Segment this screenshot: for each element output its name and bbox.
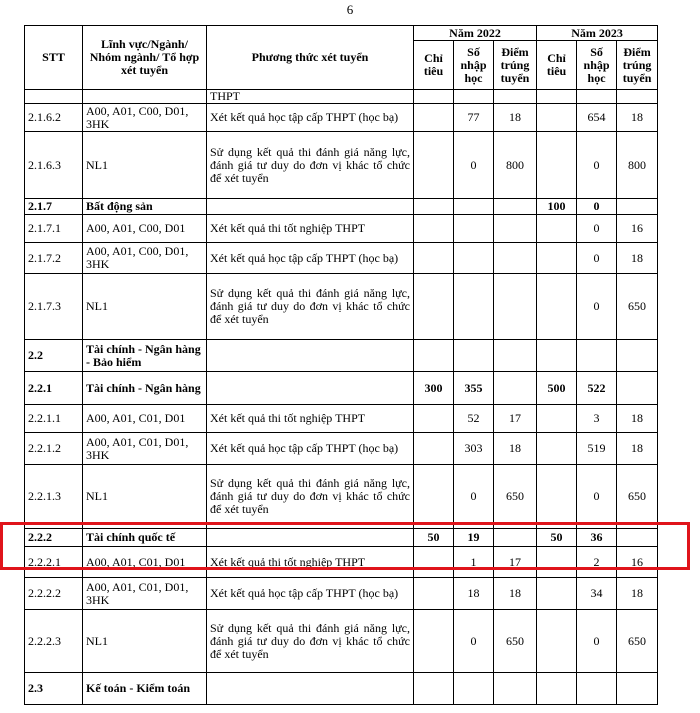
- table-row: [25, 243, 658, 274]
- cell-score-2023: 18: [617, 433, 658, 465]
- cell-score-2023: 800: [617, 132, 658, 199]
- cell-enrolled-2023: 34: [577, 578, 617, 610]
- cell-field: A00, A01, C00, D01: [83, 215, 207, 243]
- cell-quota-2023: [537, 405, 577, 433]
- table-row: [25, 215, 658, 243]
- cell-score-2022: [494, 90, 537, 104]
- cell-quota-2023: [537, 132, 577, 199]
- cell-method: [207, 340, 414, 372]
- cell-stt: 2.2.1.2: [25, 433, 83, 465]
- table-row: [25, 104, 658, 132]
- cell-stt: 2.1.7: [25, 199, 83, 215]
- cell-stt: 2.2.1.3: [25, 465, 83, 529]
- cell-enrolled-2022: 1: [454, 547, 494, 578]
- cell-enrolled-2023: 519: [577, 433, 617, 465]
- cell-enrolled-2023: 0: [577, 243, 617, 274]
- table-row: [25, 199, 658, 215]
- cell-method: Xét kết quả học tập cấp THPT (học bạ): [207, 433, 414, 465]
- cell-field: Bất động sản: [83, 199, 207, 215]
- cell-enrolled-2023: 0: [577, 610, 617, 673]
- table-row: [25, 372, 658, 405]
- header-enrolled-2023: Số nhập học: [577, 41, 617, 90]
- cell-score-2022: [494, 529, 537, 547]
- cell-quota-2023: [537, 243, 577, 274]
- cell-quota-2023: [537, 215, 577, 243]
- cell-stt: 2.1.7.1: [25, 215, 83, 243]
- cell-enrolled-2023: 654: [577, 104, 617, 132]
- cell-stt: 2.3: [25, 673, 83, 705]
- cell-method: Xét kết quả học tập cấp THPT (học bạ): [207, 104, 414, 132]
- cell-field: NL1: [83, 274, 207, 340]
- cell-score-2022: [494, 274, 537, 340]
- cell-field: NL1: [83, 132, 207, 199]
- cell-quota-2022: 50: [414, 529, 454, 547]
- cell-field: Tài chính - Ngân hàng: [83, 372, 207, 405]
- cell-enrolled-2023: 522: [577, 372, 617, 405]
- cell-enrolled-2023: 2: [577, 547, 617, 578]
- cell-score-2023: 16: [617, 215, 658, 243]
- cell-score-2022: 800: [494, 132, 537, 199]
- cell-stt: 2.2: [25, 340, 83, 372]
- cell-field: Tài chính - Ngân hàng - Bảo hiểm: [83, 340, 207, 372]
- cell-quota-2022: [414, 243, 454, 274]
- cell-score-2022: 18: [494, 433, 537, 465]
- cell-stt: [25, 90, 83, 104]
- cell-score-2023: 650: [617, 610, 658, 673]
- cell-method: THPT: [207, 90, 414, 104]
- header-enrolled-2022: Số nhập học: [454, 41, 494, 90]
- cell-quota-2022: 300: [414, 372, 454, 405]
- cell-enrolled-2023: 36: [577, 529, 617, 547]
- cell-stt: 2.2.1: [25, 372, 83, 405]
- cell-score-2023: [617, 340, 658, 372]
- cell-score-2023: [617, 529, 658, 547]
- header-method: Phương thức xét tuyển: [207, 26, 414, 90]
- cell-quota-2022: [414, 104, 454, 132]
- cell-enrolled-2022: [454, 243, 494, 274]
- cell-enrolled-2022: [454, 274, 494, 340]
- cell-field: Kế toán - Kiểm toán: [83, 673, 207, 705]
- cell-quota-2022: [414, 465, 454, 529]
- cell-enrolled-2022: [454, 199, 494, 215]
- cell-quota-2023: [537, 340, 577, 372]
- cell-quota-2022: [414, 673, 454, 705]
- cell-score-2022: 18: [494, 104, 537, 132]
- cell-enrolled-2022: 303: [454, 433, 494, 465]
- cell-quota-2023: [537, 433, 577, 465]
- cell-quota-2023: [537, 274, 577, 340]
- cell-enrolled-2022: 52: [454, 405, 494, 433]
- cell-method: Sử dụng kết quả thi đánh giá năng lực, đánh giá tư duy do đơn vị khác tổ chức để xét tuyển: [207, 610, 414, 673]
- cell-score-2023: [617, 90, 658, 104]
- table-row: [25, 547, 658, 578]
- cell-field: NL1: [83, 465, 207, 529]
- cell-score-2023: [617, 372, 658, 405]
- table-row: [25, 433, 658, 465]
- header-stt: STT: [25, 26, 83, 90]
- cell-method: Sử dụng kết quả thi đánh giá năng lực, đánh giá tư duy do đơn vị khác tổ chức để xét tuyển: [207, 274, 414, 340]
- cell-stt: 2.2.2: [25, 529, 83, 547]
- cell-score-2022: 17: [494, 547, 537, 578]
- cell-method: [207, 199, 414, 215]
- cell-stt: 2.2.2.3: [25, 610, 83, 673]
- cell-field: A00, A01, C00, D01, 3HK: [83, 104, 207, 132]
- header-year-2023: Năm 2023: [537, 26, 658, 41]
- cell-quota-2023: 500: [537, 372, 577, 405]
- table-row: [25, 340, 658, 372]
- cell-enrolled-2023: 0: [577, 215, 617, 243]
- cell-score-2022: 650: [494, 465, 537, 529]
- cell-score-2022: [494, 340, 537, 372]
- table-row: [25, 578, 658, 610]
- cell-score-2022: [494, 673, 537, 705]
- cell-quota-2023: 100: [537, 199, 577, 215]
- cell-quota-2022: [414, 578, 454, 610]
- cell-quota-2023: [537, 90, 577, 104]
- cell-stt: 2.1.6.3: [25, 132, 83, 199]
- cell-enrolled-2022: 77: [454, 104, 494, 132]
- cell-stt: 2.1.7.3: [25, 274, 83, 340]
- cell-method: [207, 529, 414, 547]
- cell-stt: 2.1.7.2: [25, 243, 83, 274]
- cell-enrolled-2022: 355: [454, 372, 494, 405]
- cell-enrolled-2022: 18: [454, 578, 494, 610]
- cell-method: Xét kết quả thi tốt nghiệp THPT: [207, 215, 414, 243]
- cell-method: Xét kết quả học tập cấp THPT (học bạ): [207, 243, 414, 274]
- cell-enrolled-2023: [577, 340, 617, 372]
- cell-field: Tài chính quốc tế: [83, 529, 207, 547]
- page-number: 6: [346, 2, 354, 17]
- table-row: [25, 90, 658, 104]
- cell-quota-2022: [414, 433, 454, 465]
- cell-enrolled-2023: 3: [577, 405, 617, 433]
- cell-quota-2023: [537, 673, 577, 705]
- cell-field: A00, A01, C01, D01, 3HK: [83, 578, 207, 610]
- cell-enrolled-2023: [577, 90, 617, 104]
- cell-enrolled-2023: 0: [577, 274, 617, 340]
- table-row: [25, 405, 658, 433]
- cell-score-2023: 650: [617, 274, 658, 340]
- cell-score-2023: 18: [617, 578, 658, 610]
- table-row: [25, 465, 658, 529]
- cell-quota-2022: [414, 547, 454, 578]
- cell-quota-2022: [414, 90, 454, 104]
- table-row: [25, 132, 658, 199]
- cell-quota-2023: [537, 578, 577, 610]
- cell-enrolled-2023: [577, 673, 617, 705]
- cell-score-2022: [494, 372, 537, 405]
- table-row: [25, 529, 658, 547]
- cell-quota-2023: [537, 104, 577, 132]
- cell-quota-2023: [537, 547, 577, 578]
- cell-enrolled-2023: 0: [577, 465, 617, 529]
- cell-enrolled-2022: 0: [454, 465, 494, 529]
- cell-score-2023: 16: [617, 547, 658, 578]
- cell-enrolled-2022: [454, 90, 494, 104]
- cell-score-2023: 18: [617, 104, 658, 132]
- cell-enrolled-2022: 0: [454, 132, 494, 199]
- cell-method: Xét kết quả thi tốt nghiệp THPT: [207, 405, 414, 433]
- cell-field: A00, A01, C01, D01: [83, 405, 207, 433]
- header-score-2023: Điểm trúng tuyển: [617, 41, 658, 90]
- cell-stt: 2.1.6.2: [25, 104, 83, 132]
- cell-method: [207, 673, 414, 705]
- cell-field: A00, A01, C01, D01, 3HK: [83, 433, 207, 465]
- cell-stt: 2.2.1.1: [25, 405, 83, 433]
- cell-method: [207, 372, 414, 405]
- admissions-table: [24, 25, 658, 705]
- cell-quota-2022: [414, 405, 454, 433]
- cell-method: Sử dụng kết quả thi đánh giá năng lực, đánh giá tư duy do đơn vị khác tổ chức để xét tuyển: [207, 465, 414, 529]
- cell-score-2022: 650: [494, 610, 537, 673]
- cell-score-2023: [617, 199, 658, 215]
- header-quota-2023: Chỉ tiêu: [537, 41, 577, 90]
- cell-method: Xét kết quả thi tốt nghiệp THPT: [207, 547, 414, 578]
- cell-quota-2022: [414, 340, 454, 372]
- cell-score-2023: 18: [617, 405, 658, 433]
- cell-field: NL1: [83, 610, 207, 673]
- cell-score-2022: 18: [494, 578, 537, 610]
- cell-enrolled-2022: 0: [454, 610, 494, 673]
- cell-quota-2023: [537, 610, 577, 673]
- cell-quota-2022: [414, 274, 454, 340]
- cell-enrolled-2022: [454, 673, 494, 705]
- table-row: [25, 673, 658, 705]
- cell-field: A00, A01, C00, D01, 3HK: [83, 243, 207, 274]
- header-year-2022: Năm 2022: [414, 26, 537, 41]
- cell-score-2022: [494, 215, 537, 243]
- cell-score-2022: [494, 199, 537, 215]
- cell-enrolled-2022: [454, 215, 494, 243]
- cell-stt: 2.2.2.1: [25, 547, 83, 578]
- cell-score-2023: [617, 673, 658, 705]
- table-body: [25, 90, 658, 705]
- cell-field: A00, A01, C01, D01: [83, 547, 207, 578]
- cell-stt: 2.2.2.2: [25, 578, 83, 610]
- cell-score-2023: 650: [617, 465, 658, 529]
- cell-score-2022: 17: [494, 405, 537, 433]
- table-row: [25, 610, 658, 673]
- header-score-2022: Điểm trúng tuyển: [494, 41, 537, 90]
- cell-method: Xét kết quả học tập cấp THPT (học bạ): [207, 578, 414, 610]
- cell-score-2022: [494, 243, 537, 274]
- table-row: [25, 274, 658, 340]
- cell-quota-2022: [414, 199, 454, 215]
- cell-quota-2023: [537, 465, 577, 529]
- cell-field: [83, 90, 207, 104]
- cell-quota-2023: 50: [537, 529, 577, 547]
- header-quota-2022: Chỉ tiêu: [414, 41, 454, 90]
- cell-method: Sử dụng kết quả thi đánh giá năng lực, đánh giá tư duy do đơn vị khác tổ chức để xét tuyển: [207, 132, 414, 199]
- cell-quota-2022: [414, 215, 454, 243]
- cell-enrolled-2023: 0: [577, 132, 617, 199]
- cell-enrolled-2023: 0: [577, 199, 617, 215]
- cell-quota-2022: [414, 132, 454, 199]
- cell-enrolled-2022: 19: [454, 529, 494, 547]
- cell-quota-2022: [414, 610, 454, 673]
- header-field: Lĩnh vực/Ngành/ Nhóm ngành/ Tổ hợp xét tuyển: [83, 26, 207, 90]
- cell-score-2023: 18: [617, 243, 658, 274]
- cell-enrolled-2022: [454, 340, 494, 372]
